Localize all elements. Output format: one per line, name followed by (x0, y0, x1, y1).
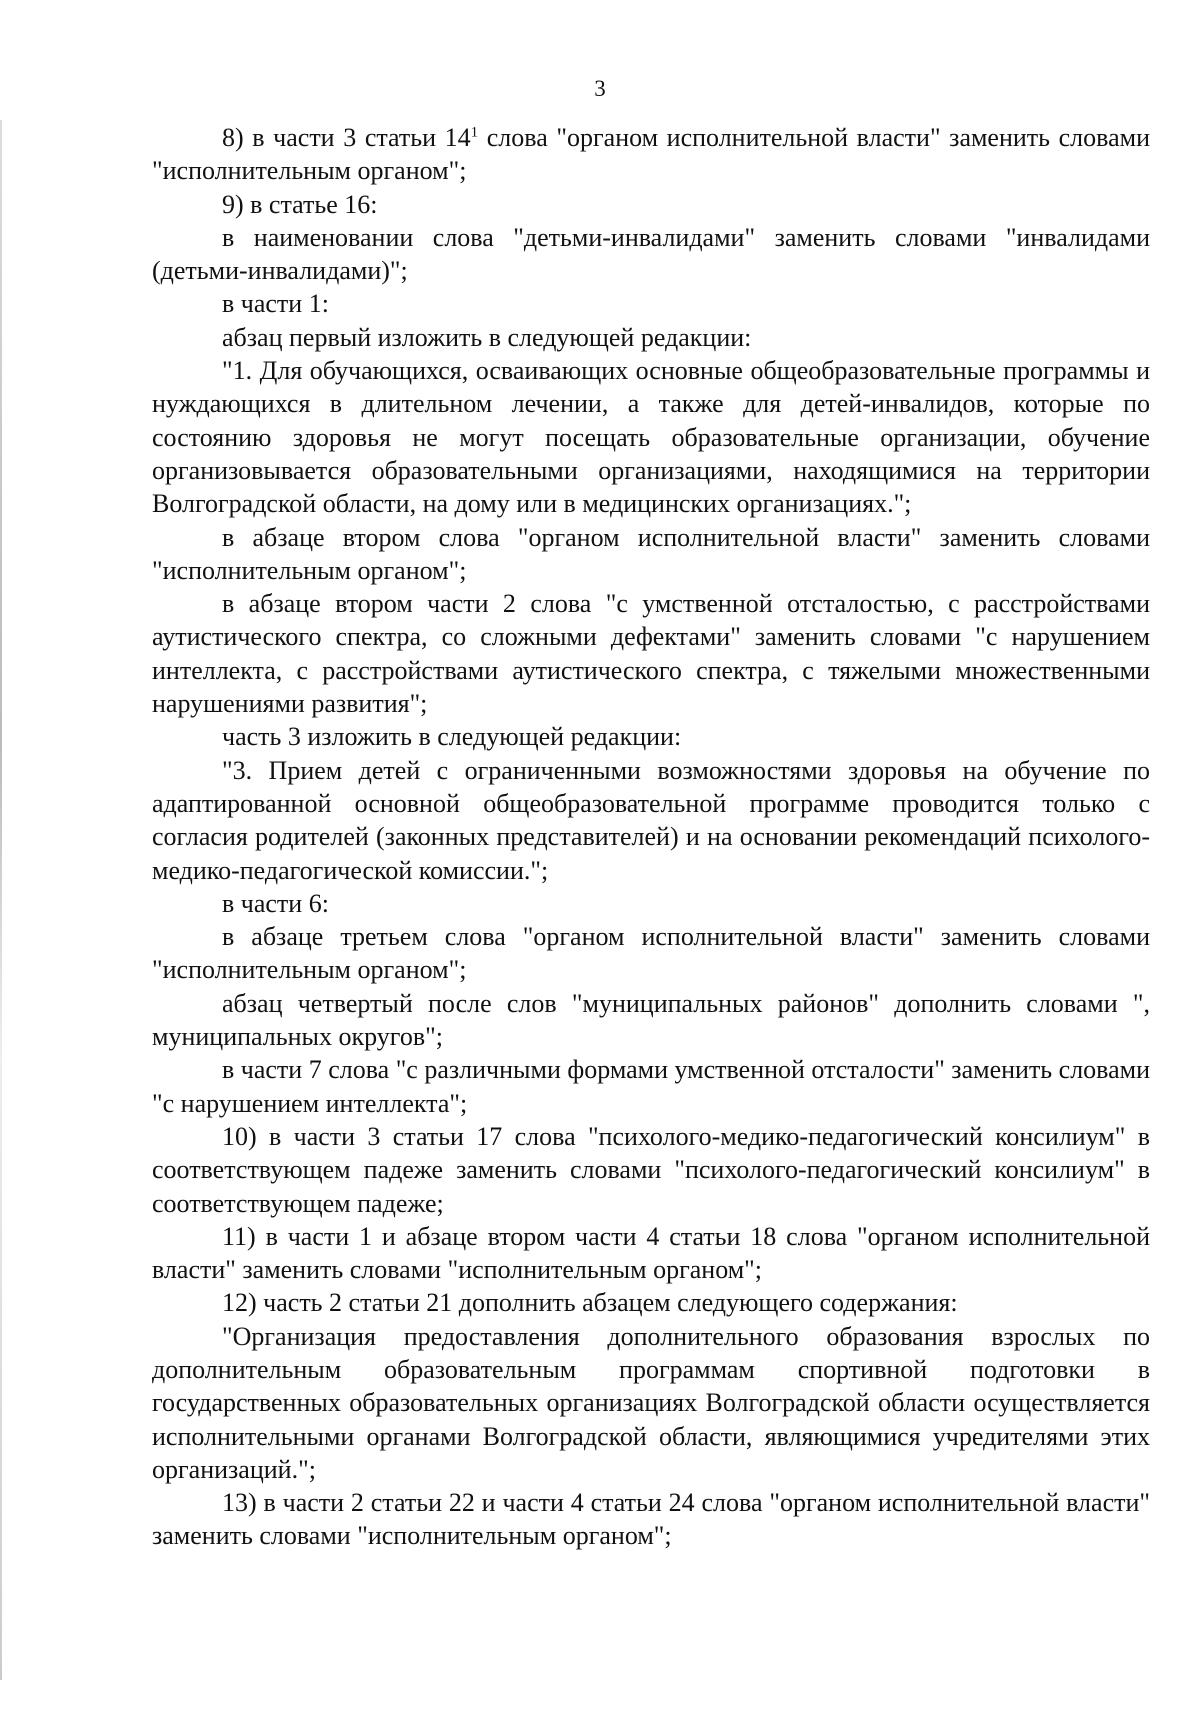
item-9-para2: в абзаце втором слова "органом исполнительной власти" заменить словами "исполнительным органом"; (152, 522, 1150, 585)
item-11: 11) в части 1 и абзаце втором части 4 статьи 18 слова "органом исполнительной власти" заменить словами "исполнительным органом"; (152, 1221, 1150, 1285)
item-9-part6: в части 6: (222, 888, 329, 918)
item-9: 9) в статье 16: (222, 189, 378, 219)
item-9-part3-intro: часть 3 изложить в следующей редакции: (222, 722, 682, 752)
item-13: 13) в части 2 статьи 22 и части 4 статьи 24 слова "органом исполнительной власти" заменить словами "исполнительным органом"; (152, 1488, 1150, 1551)
item-9-part2: в абзаце втором части 2 слова "с умственной отсталостью, с расстройствами аутистического спектра, со сложными дефектами" заменить словами "с нарушением интеллекта, с расстройствами аутистического спектра, с тяжелыми множественными нарушениями развития"; (152, 589, 1150, 719)
item-9-para1-intro: абзац первый изложить в следующей редакции: (222, 322, 752, 352)
item-8: 8) в части 3 статьи $14^1$ слова "органом исполнительной власти" заменить словами "исполнительным органом"; (152, 123, 1150, 186)
superscript: 1 (470, 124, 479, 141)
item-9-part7: в части 7 слова "с различными формами умственной отсталости" заменить словами "с нарушением интеллекта"; (152, 1055, 1151, 1118)
item-12: 12) часть 2 статьи 21 дополнить абзацем следующего содержания: (222, 1288, 958, 1318)
item-12-text: "Организация предоставления дополнительного образования взрослых по дополнительным образовательным программам спортивной подготовки в государственных образовательных организациях Волгоградской области осуществляется исполнительными органами Волгоградской области, являющимися учредителями этих организаций."; (152, 1321, 1150, 1484)
item-9-name: в наименовании слова "детьми-инвалидами" заменить словами "инвалидами (детьми-инвалидами)"; (152, 222, 1150, 286)
page-number: 3 (594, 76, 606, 101)
item-9-part1: в части 1: (222, 289, 329, 319)
scan-edge (0, 120, 2, 1680)
item-9-para1-text: "1. Для обучающихся, осваивающих основные общеобразовательные программы и нуждающихся в длительном лечении, а также для детей-инвалидов, которые по состоянию здоровья не могут посещать образовательные организации, обучение организовывается образовательными организациями, находящимися на территории Волгоградской области, на дому или в медицинских организациях."; (152, 356, 1150, 519)
item-9-part6-para3: в абзаце третьем слова "органом исполнительной власти" заменить словами "исполнительным органом"; (152, 922, 1150, 985)
item-9-part3-text: "3. Прием детей с ограниченными возможностями здоровья на обучение по адаптированной основной общеобразовательной программе проводится только с согласия родителей (законных представителей) и на основании рекомендаций психолого-медико-педагогической комиссии."; (152, 755, 1150, 885)
item-10: 10) в части 3 статьи 17 слова "психолого-медико-педагогический консилиум" в соответствующем падеже заменить словами "психолого-педагогический консилиум" в соответствующем падеже; (152, 1121, 1150, 1218)
item-9-part6-para4: абзац четвертый после слов "муниципальных районов" дополнить словами ", муниципальных округов"; (152, 988, 1150, 1052)
document-body (152, 121, 1150, 1553)
